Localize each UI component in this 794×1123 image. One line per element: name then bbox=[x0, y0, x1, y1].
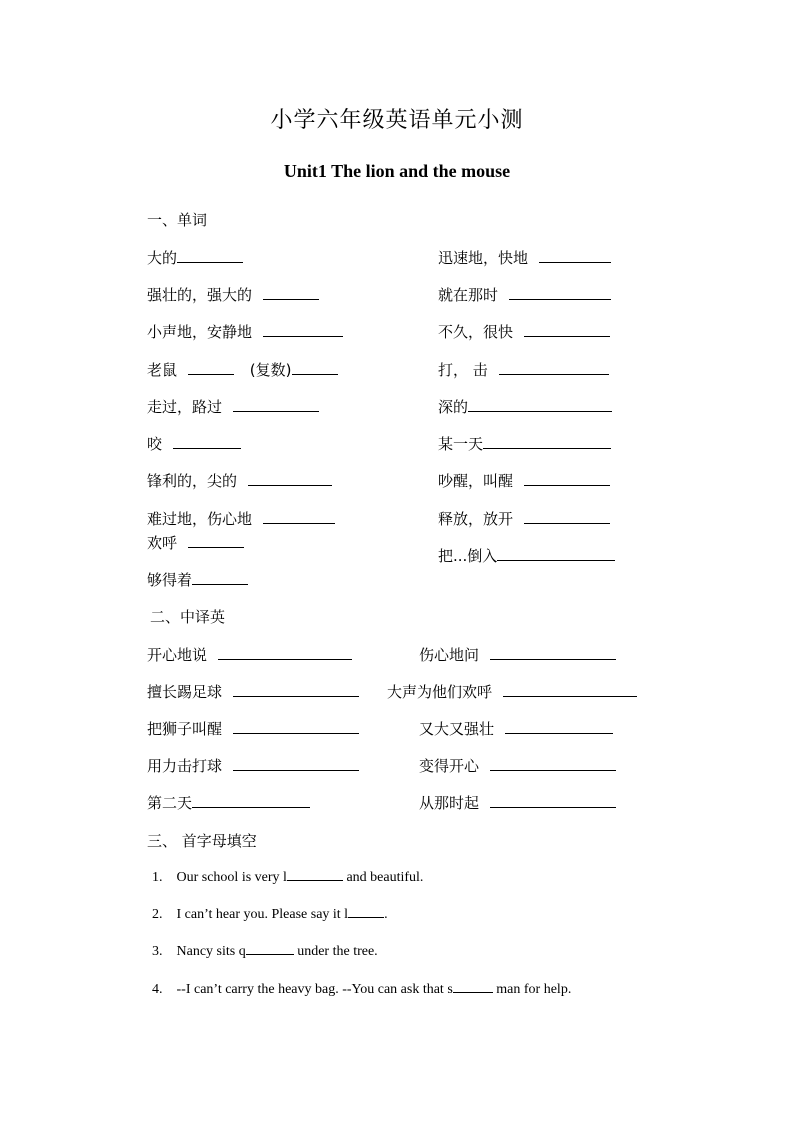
phrase-item: 把狮子叫醒 bbox=[147, 718, 359, 739]
vocab-item: 难过地，伤心地 bbox=[147, 508, 335, 529]
vocab-item: 就在那时 bbox=[438, 284, 611, 305]
answer-blank[interactable] bbox=[188, 533, 244, 548]
vocab-item: 某一天 bbox=[438, 433, 611, 454]
section1-heading: 一、单词 bbox=[147, 211, 208, 229]
answer-blank[interactable] bbox=[468, 397, 612, 412]
vocab-item: 吵醒，叫醒 bbox=[438, 470, 610, 491]
answer-blank[interactable] bbox=[233, 397, 319, 412]
fill-question: 4. --I can’t carry the heavy bag. --You can ask that s man for help. bbox=[152, 982, 572, 997]
page-title: 小学六年级英语单元小测 bbox=[270, 108, 524, 133]
answer-blank[interactable] bbox=[524, 471, 610, 486]
phrase-item: 伤心地问 bbox=[419, 644, 616, 665]
answer-blank[interactable] bbox=[503, 682, 637, 697]
answer-blank[interactable] bbox=[292, 360, 338, 375]
answer-blank[interactable] bbox=[188, 360, 234, 375]
answer-blank[interactable] bbox=[490, 793, 616, 808]
vocab-item: 锋利的，尖的 bbox=[147, 470, 332, 491]
answer-blank[interactable] bbox=[490, 645, 616, 660]
phrase-item: 又大又强壮 bbox=[419, 718, 613, 739]
answer-blank[interactable] bbox=[177, 248, 243, 263]
fill-question: 1. Our school is very l and beautiful. bbox=[152, 870, 424, 885]
answer-blank[interactable] bbox=[453, 980, 493, 993]
answer-blank[interactable] bbox=[218, 645, 352, 660]
answer-blank[interactable] bbox=[499, 360, 609, 375]
section3-heading: 三、 首字母填空 bbox=[147, 832, 257, 850]
vocab-item: 把...倒入 bbox=[438, 545, 615, 566]
phrase-item: 大声为他们欢呼 bbox=[387, 681, 637, 702]
phrase-item: 第二天 bbox=[147, 792, 310, 813]
answer-blank[interactable] bbox=[509, 285, 611, 300]
answer-blank[interactable] bbox=[497, 546, 615, 561]
vocab-item: 打， 击 bbox=[438, 359, 609, 380]
fill-question: 2. I can’t hear you. Please say it l . bbox=[152, 907, 388, 922]
answer-blank[interactable] bbox=[287, 868, 343, 881]
phrase-item: 开心地说 bbox=[147, 644, 352, 665]
vocab-item: 老鼠 (复数) bbox=[147, 359, 338, 380]
vocab-item: 欢呼 bbox=[147, 532, 244, 553]
answer-blank[interactable] bbox=[246, 942, 294, 955]
answer-blank[interactable] bbox=[248, 471, 332, 486]
vocab-item: 够得着 bbox=[147, 569, 248, 590]
vocab-item: 迅速地，快地 bbox=[438, 247, 611, 268]
vocab-item: 咬 bbox=[147, 433, 241, 454]
answer-blank[interactable] bbox=[483, 434, 611, 449]
phrase-item: 从那时起 bbox=[419, 792, 616, 813]
answer-blank[interactable] bbox=[505, 719, 613, 734]
vocab-item: 大的 bbox=[147, 247, 243, 268]
vocab-item: 深的 bbox=[438, 396, 612, 417]
answer-blank[interactable] bbox=[263, 285, 319, 300]
vocab-item: 强壮的，强大的 bbox=[147, 284, 319, 305]
phrase-item: 擅长踢足球 bbox=[147, 681, 359, 702]
vocab-item: 不久，很快 bbox=[438, 321, 610, 342]
answer-blank[interactable] bbox=[524, 509, 610, 524]
answer-blank[interactable] bbox=[348, 905, 384, 918]
vocab-item: 走过，路过 bbox=[147, 396, 319, 417]
answer-blank[interactable] bbox=[233, 682, 359, 697]
fill-question: 3. Nancy sits q under the tree. bbox=[152, 944, 378, 959]
section2-heading: 二、中译英 bbox=[150, 608, 226, 626]
answer-blank[interactable] bbox=[539, 248, 611, 263]
answer-blank[interactable] bbox=[263, 322, 343, 337]
unit-subtitle: Unit1 The lion and the mouse bbox=[283, 161, 511, 181]
answer-blank[interactable] bbox=[192, 793, 310, 808]
vocab-item: 小声地，安静地 bbox=[147, 321, 343, 342]
phrase-item: 用力击打球 bbox=[147, 755, 359, 776]
answer-blank[interactable] bbox=[173, 434, 241, 449]
phrase-item: 变得开心 bbox=[419, 755, 616, 776]
answer-blank[interactable] bbox=[524, 322, 610, 337]
vocab-item: 释放，放开 bbox=[438, 508, 610, 529]
answer-blank[interactable] bbox=[233, 719, 359, 734]
answer-blank[interactable] bbox=[233, 756, 359, 771]
answer-blank[interactable] bbox=[263, 509, 335, 524]
answer-blank[interactable] bbox=[490, 756, 616, 771]
answer-blank[interactable] bbox=[192, 570, 248, 585]
